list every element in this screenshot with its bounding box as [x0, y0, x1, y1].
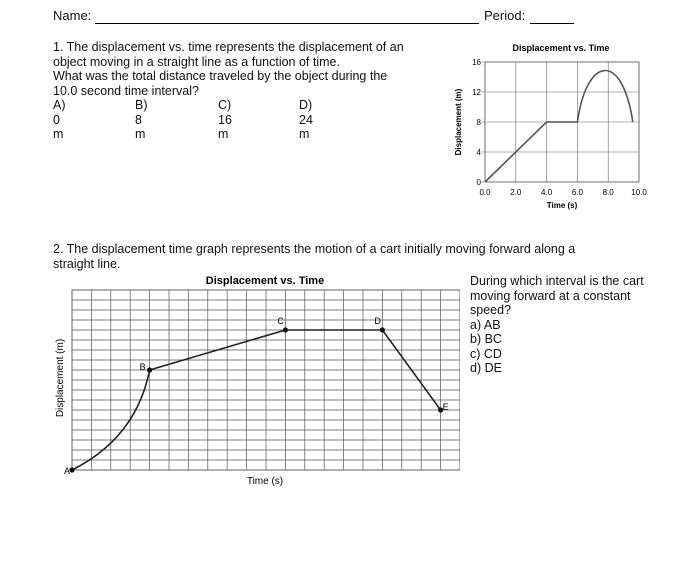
graph-1	[445, 38, 675, 218]
side-question-line: speed?	[470, 303, 512, 317]
graph-1-xlabel: Time (s)	[546, 201, 578, 210]
choice-cd[interactable]: c) CD	[470, 346, 502, 361]
graph-2-gridlines	[72, 290, 460, 470]
graph-2	[50, 268, 460, 498]
choice-b[interactable]: B) 8 m	[135, 98, 148, 141]
graph-1-xtick: 8.0	[602, 188, 614, 197]
graph-1-xticks	[479, 188, 647, 197]
name-field[interactable]	[95, 9, 479, 24]
name-label: Name:	[53, 8, 92, 23]
question-1-line: object moving in a straight line as a function of time.	[53, 54, 340, 69]
graph-1-ytick: 4	[476, 148, 481, 157]
period-label: Period:	[484, 8, 526, 23]
question-1-line: 1. The displacement vs. time represents the displacement of an	[53, 40, 404, 54]
graph-1-ytick: 8	[476, 118, 481, 127]
side-question-line: During which interval is the cart	[470, 274, 644, 288]
graph-1-series-line	[485, 71, 633, 182]
question-1-line: What was the total distance traveled by the object during the	[53, 69, 388, 83]
graph-1-xtick: 6.0	[571, 188, 583, 197]
graph-2-point-label: B	[139, 362, 146, 372]
graph-2-point-label: D	[374, 316, 381, 326]
graph-2-title: Displacement vs. Time	[205, 275, 325, 287]
graph-1-ytick: 12	[472, 88, 481, 97]
graph-2-point	[69, 467, 74, 472]
graph-1-ylabel: Displacement (m)	[454, 88, 463, 156]
period-field[interactable]	[530, 9, 574, 24]
graph-2-point	[380, 327, 385, 332]
graph-2-point-label: A	[64, 466, 71, 476]
question-2	[53, 242, 673, 271]
graph-1-yticks	[472, 58, 481, 187]
question-2-line: straight line.	[53, 256, 121, 271]
choice-de[interactable]: d) DE	[470, 361, 502, 375]
question-1	[53, 40, 443, 98]
graph-2-point-label: E	[442, 402, 449, 412]
graph-2-xlabel: Time (s)	[246, 476, 284, 487]
choice-c[interactable]: C) 16 m	[218, 98, 232, 141]
graph-1-xtick: 4.0	[541, 188, 553, 197]
graph-2-point	[283, 327, 288, 332]
question-1-line: 10.0 second time interval?	[53, 83, 199, 98]
graph-2-ylabel: Displacement (m)	[55, 338, 66, 418]
question-2-line: 2. The displacement time graph represents the motion of a cart initially moving forward along a	[53, 242, 576, 256]
graph-1-ytick: 16	[472, 58, 481, 67]
graph-1-xtick: 10.0	[631, 188, 647, 197]
choice-d[interactable]: D) 24 m	[299, 98, 313, 141]
choice-ab[interactable]: a) AB	[470, 317, 501, 332]
choice-a[interactable]: A) 0 m	[53, 98, 66, 141]
choice-bc[interactable]: b) BC	[470, 332, 502, 346]
graph-2-point-label: C	[277, 316, 284, 326]
side-question-line: moving forward at a constant	[470, 288, 631, 303]
question-2-side	[470, 274, 680, 376]
graph-1-xtick: 0.0	[479, 188, 491, 197]
graph-1-ytick: 0	[476, 178, 481, 187]
graph-2-point	[147, 367, 152, 372]
graph-1-title: Displacement vs. Time	[512, 43, 610, 53]
graph-1-xtick: 2.0	[510, 188, 522, 197]
